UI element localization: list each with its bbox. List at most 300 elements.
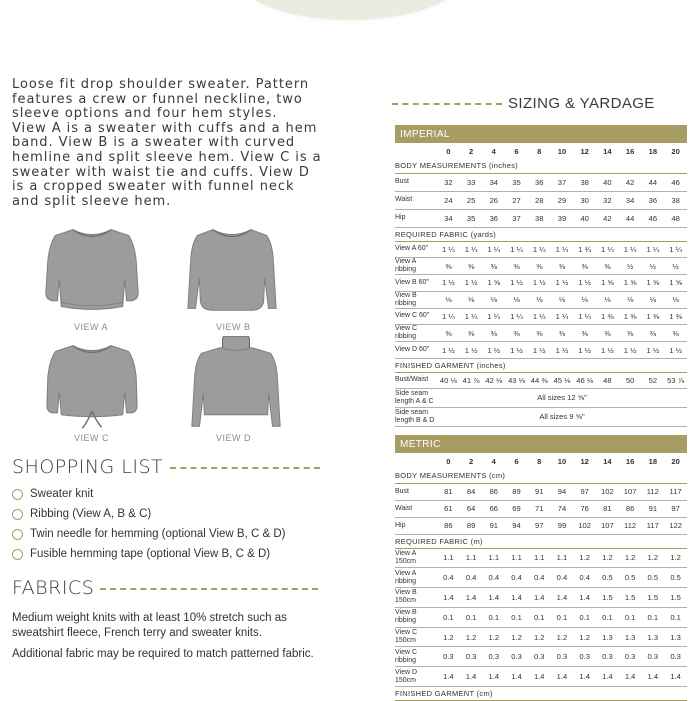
- table-cell: 1 ⅝: [619, 275, 642, 292]
- table-cell: 1 ⅜: [641, 308, 664, 325]
- table-cell: 38: [528, 209, 551, 227]
- table-cell: 1 ½: [551, 275, 574, 292]
- table-cell: 24: [437, 191, 460, 209]
- metric-table: [395, 435, 687, 701]
- table-cell: 0.3: [482, 647, 505, 667]
- table-cell: 1 ½: [528, 275, 551, 292]
- row-label: View C 150cm: [395, 627, 437, 647]
- table-cell: 36: [641, 191, 664, 209]
- table-cell: ⅜: [528, 258, 551, 275]
- table-cell: 45 ⅛: [551, 372, 574, 388]
- table-cell: 38: [664, 191, 687, 209]
- table-cell: ⅛: [482, 291, 505, 308]
- table-cell: 1 ⅜: [619, 308, 642, 325]
- table-cell: 0.4: [482, 568, 505, 588]
- table-cell: ½: [641, 258, 664, 275]
- table-cell: 1.4: [460, 588, 483, 608]
- shopping-list: [12, 484, 285, 564]
- table-cell: ⅜: [596, 258, 619, 275]
- table-row: [395, 647, 687, 667]
- table-cell: 102: [596, 483, 619, 500]
- table-cell: 0.4: [528, 568, 551, 588]
- table-cell: 34: [437, 209, 460, 227]
- table-cell: ⅜: [641, 325, 664, 342]
- table-cell: 0.3: [528, 647, 551, 667]
- table-cell: 39: [551, 209, 574, 227]
- table-cell: 1.4: [528, 667, 551, 687]
- table-cell: 1.2: [482, 627, 505, 647]
- table-cell: 1 ½: [437, 342, 460, 359]
- table-cell: 1.3: [641, 627, 664, 647]
- size-cell: 16: [625, 456, 635, 466]
- row-label: View D 60": [395, 342, 437, 359]
- row-label: Hip: [395, 209, 437, 227]
- table-cell: 1 ¼: [551, 241, 574, 258]
- table-cell: 84: [460, 483, 483, 500]
- table-cell: 86: [437, 517, 460, 534]
- row-label: View A ribbing: [395, 568, 437, 588]
- table-cell: 1 ½: [505, 275, 528, 292]
- fabrics-divider: [100, 588, 318, 590]
- row-label: View C 60": [395, 308, 437, 325]
- table-cell: 1.1: [528, 548, 551, 568]
- table-cell: 66: [482, 500, 505, 517]
- table-cell: 94: [551, 483, 574, 500]
- table-cell: 1.2: [573, 548, 596, 568]
- table-row: [395, 209, 687, 227]
- table-cell: 1.5: [664, 588, 687, 608]
- table-cell: 52: [641, 372, 664, 388]
- table-cell: 0.1: [505, 607, 528, 627]
- row-label: Bust: [395, 173, 437, 191]
- table-cell: ⅜: [551, 325, 574, 342]
- table-row: [395, 191, 687, 209]
- table-cell: ⅜: [551, 258, 574, 275]
- table-cell: 0.3: [573, 647, 596, 667]
- table-cell: 0.1: [460, 607, 483, 627]
- table-cell: 0.3: [619, 647, 642, 667]
- table-cell: 36: [528, 173, 551, 191]
- table-cell: 37: [505, 209, 528, 227]
- table-cell: 97: [573, 483, 596, 500]
- table-cell: 1.3: [596, 627, 619, 647]
- metric-header: METRIC: [395, 435, 687, 453]
- fabrics-description: Medium weight knits with at least 10% stretch such as sweatshirt fleece, French terry and sweater knits.: [12, 612, 287, 639]
- table-cell: ⅛: [528, 291, 551, 308]
- size-row: 0 2 4 6 8 10 12 14 16 18 20: [446, 146, 680, 156]
- table-cell: 1 ¼: [573, 308, 596, 325]
- table-cell: 1.2: [641, 548, 664, 568]
- table-cell: ⅛: [460, 291, 483, 308]
- view-b-label: VIEW B: [216, 322, 251, 332]
- imperial-table: [395, 125, 687, 427]
- table-cell: 1.4: [664, 667, 687, 687]
- table-row: [395, 372, 687, 388]
- table-cell: 1.4: [482, 588, 505, 608]
- view-c-label: VIEW C: [74, 433, 110, 443]
- table-cell: 1 ¼: [482, 308, 505, 325]
- table-cell: 34: [482, 173, 505, 191]
- table-cell: 0.4: [573, 568, 596, 588]
- size-cell: 8: [537, 456, 542, 466]
- table-cell: 41 ⅞: [460, 372, 483, 388]
- table-cell: All sizes 9 ⅝": [437, 407, 687, 426]
- table-cell: ⅜: [528, 325, 551, 342]
- table-cell: 1 ¼: [460, 308, 483, 325]
- view-a-label: VIEW A: [74, 322, 109, 332]
- table-cell: 42: [619, 173, 642, 191]
- table-cell: 42: [596, 209, 619, 227]
- table-cell: 35: [460, 209, 483, 227]
- table-cell: 44 ⅜: [528, 372, 551, 388]
- table-row: [395, 173, 687, 191]
- table-cell: 1 ¼: [664, 241, 687, 258]
- view-d-sketch: [188, 336, 284, 432]
- table-row: [395, 500, 687, 517]
- table-cell: 1 ½: [505, 342, 528, 359]
- table-cell: 53 ⅞: [664, 372, 687, 388]
- table-row: [395, 342, 687, 359]
- table-cell: 0.5: [664, 568, 687, 588]
- table-cell: 1.4: [551, 667, 574, 687]
- size-cell: 4: [491, 456, 496, 466]
- table-cell: 42 ⅛: [482, 372, 505, 388]
- table-cell: 97: [664, 500, 687, 517]
- table-cell: ½: [664, 258, 687, 275]
- table-cell: 46: [664, 173, 687, 191]
- table-cell: 1.4: [573, 588, 596, 608]
- table-cell: 1.4: [619, 667, 642, 687]
- table-section-title: REQUIRED FABRIC (yards): [395, 227, 687, 241]
- row-label: View B ribbing: [395, 291, 437, 308]
- table-cell: 48: [664, 209, 687, 227]
- row-label: Bust/Waist: [395, 372, 437, 388]
- row-label: View A ribbing: [395, 258, 437, 275]
- table-cell: 64: [460, 500, 483, 517]
- size-cell: 2: [468, 456, 474, 466]
- table-cell: ⅜: [619, 325, 642, 342]
- table-cell: ⅜: [505, 325, 528, 342]
- fabrics-note: Additional fabric may be required to match patterned fabric.: [12, 648, 314, 660]
- table-row: [395, 627, 687, 647]
- table-cell: 1 ⅝: [664, 275, 687, 292]
- table-cell: 0.1: [437, 607, 460, 627]
- circle-bullet-icon: [12, 509, 23, 520]
- table-cell: 28: [528, 191, 551, 209]
- circle-bullet-icon: [12, 489, 23, 500]
- table-cell: 1 ½: [460, 275, 483, 292]
- table-row: [395, 325, 687, 342]
- circle-bullet-icon: [12, 549, 23, 560]
- row-label: View D 150cm: [395, 667, 437, 687]
- size-cell: 0: [446, 456, 451, 466]
- row-label: View C ribbing: [395, 647, 437, 667]
- row-label: Side seam length A & C: [395, 388, 437, 407]
- table-cell: 0.3: [460, 647, 483, 667]
- table-cell: 94: [505, 517, 528, 534]
- table-cell: 26: [482, 191, 505, 209]
- table-cell: ½: [619, 258, 642, 275]
- table-cell: ⅜: [437, 258, 460, 275]
- table-cell: ⅛: [573, 291, 596, 308]
- size-cell: 10: [557, 456, 567, 466]
- table-cell: 1.2: [551, 627, 574, 647]
- table-row: [395, 275, 687, 292]
- table-cell: 1.2: [505, 627, 528, 647]
- size-cell: 12: [580, 456, 589, 466]
- description-views: View A is a sweater with cuffs and a hem band. View B is a sweater with curved hemline and split sleeve hem. View C is a sweater with waist tie and cuffs. View D is a cropped sweater with funnel neck and split sleeve hem.: [12, 120, 322, 209]
- table-cell: 1.5: [619, 588, 642, 608]
- table-cell: 1 ¼: [505, 308, 528, 325]
- table-cell: 1.3: [664, 627, 687, 647]
- table-cell: 1.4: [437, 667, 460, 687]
- table-cell: 0.1: [664, 607, 687, 627]
- table-cell: 1.4: [596, 667, 619, 687]
- table-cell: 40 ⅛: [437, 372, 460, 388]
- circle-bullet-icon: [12, 529, 23, 540]
- table-cell: 76: [573, 500, 596, 517]
- size-cell: 6: [514, 456, 519, 466]
- table-cell: 122: [664, 517, 687, 534]
- table-cell: 1.4: [482, 667, 505, 687]
- table-cell: 1.3: [619, 627, 642, 647]
- table-section-title: FINISHED GARMENT (inches): [395, 358, 687, 372]
- table-cell: 1 ¼: [437, 241, 460, 258]
- table-cell: 112: [619, 517, 642, 534]
- table-cell: 0.4: [460, 568, 483, 588]
- table-cell: 0.3: [437, 647, 460, 667]
- table-cell: 27: [505, 191, 528, 209]
- list-item: Twin needle for hemming (optional View B, C & D): [12, 524, 285, 544]
- table-cell: 89: [505, 483, 528, 500]
- table-cell: 1 ½: [460, 342, 483, 359]
- pattern-description: [12, 78, 324, 209]
- table-cell: 91: [528, 483, 551, 500]
- table-cell: 50: [619, 372, 642, 388]
- table-cell: 1 ¼: [596, 241, 619, 258]
- table-cell: 1.4: [437, 588, 460, 608]
- row-label: Waist: [395, 500, 437, 517]
- row-label: View C ribbing: [395, 325, 437, 342]
- table-row: [395, 568, 687, 588]
- table-cell: ⅜: [460, 325, 483, 342]
- table-cell: 1.2: [619, 548, 642, 568]
- table-cell: ⅜: [460, 258, 483, 275]
- table-cell: 1 ½: [528, 342, 551, 359]
- table-row: [395, 607, 687, 627]
- table-cell: All sizes 12 ⅝": [437, 388, 687, 407]
- table-cell: ⅜: [664, 325, 687, 342]
- table-cell: 1.2: [437, 627, 460, 647]
- table-cell: 1 ½: [573, 275, 596, 292]
- table-cell: 117: [641, 517, 664, 534]
- table-cell: 1.4: [505, 667, 528, 687]
- view-a-sketch: [44, 222, 140, 318]
- table-cell: 29: [551, 191, 574, 209]
- row-label: Hip: [395, 517, 437, 534]
- table-cell: 33: [460, 173, 483, 191]
- table-cell: 43 ⅛: [505, 372, 528, 388]
- table-cell: ⅛: [641, 291, 664, 308]
- row-label: View B ribbing: [395, 607, 437, 627]
- table-cell: 1.1: [460, 548, 483, 568]
- table-cell: ⅜: [437, 325, 460, 342]
- table-row: [395, 483, 687, 500]
- table-cell: 48: [596, 372, 619, 388]
- table-cell: 99: [551, 517, 574, 534]
- table-cell: 0.3: [505, 647, 528, 667]
- row-label: Waist: [395, 191, 437, 209]
- table-cell: ⅛: [619, 291, 642, 308]
- table-cell: 1.4: [528, 588, 551, 608]
- table-cell: 25: [460, 191, 483, 209]
- list-item: Ribbing (View A, B & C): [12, 504, 285, 524]
- table-cell: ⅛: [664, 291, 687, 308]
- table-cell: ⅜: [482, 258, 505, 275]
- table-cell: 0.1: [551, 607, 574, 627]
- table-cell: 117: [664, 483, 687, 500]
- table-cell: 1.5: [641, 588, 664, 608]
- table-cell: 1.2: [664, 548, 687, 568]
- size-cell: 14: [603, 456, 612, 466]
- table-cell: 40: [596, 173, 619, 191]
- table-cell: 1 ¾: [573, 241, 596, 258]
- table-cell: ⅛: [505, 291, 528, 308]
- table-cell: ⅜: [596, 325, 619, 342]
- table-cell: 1.4: [460, 667, 483, 687]
- view-d-label: VIEW D: [216, 433, 252, 443]
- table-cell: 0.1: [528, 607, 551, 627]
- table-cell: 74: [551, 500, 574, 517]
- table-cell: 81: [596, 500, 619, 517]
- table-cell: 1.1: [551, 548, 574, 568]
- shopping-divider: [170, 467, 320, 469]
- table-cell: 1 ⅝: [482, 275, 505, 292]
- table-cell: 1 ¼: [528, 308, 551, 325]
- table-cell: 1.2: [528, 627, 551, 647]
- table-row: [395, 291, 687, 308]
- table-cell: 0.5: [619, 568, 642, 588]
- table-cell: 32: [437, 173, 460, 191]
- sizing-title: SIZING & YARDAGE: [508, 95, 655, 112]
- view-b-sketch: [184, 222, 280, 318]
- table-cell: 1 ¼: [437, 308, 460, 325]
- table-cell: ⅛: [596, 291, 619, 308]
- table-cell: 1 ½: [619, 342, 642, 359]
- table-cell: 46: [641, 209, 664, 227]
- size-row: [395, 453, 687, 469]
- table-cell: 107: [596, 517, 619, 534]
- table-cell: 44: [641, 173, 664, 191]
- table-row: [395, 308, 687, 325]
- table-cell: 86: [482, 483, 505, 500]
- row-label: Side seam length B & D: [395, 407, 437, 426]
- table-cell: 0.3: [641, 647, 664, 667]
- table-cell: 38: [573, 173, 596, 191]
- table-cell: ⅛: [551, 291, 574, 308]
- table-cell: ⅜: [573, 325, 596, 342]
- table-cell: 1 ⅝: [641, 275, 664, 292]
- table-cell: 44: [619, 209, 642, 227]
- size-cell: 20: [671, 456, 680, 466]
- table-cell: 36: [482, 209, 505, 227]
- table-cell: 1.4: [641, 667, 664, 687]
- table-cell: 86: [619, 500, 642, 517]
- table-cell: 1 ¼: [460, 241, 483, 258]
- table-row: [395, 388, 687, 407]
- table-cell: 1.2: [596, 548, 619, 568]
- table-cell: 1 ½: [551, 342, 574, 359]
- table-cell: 0.5: [641, 568, 664, 588]
- row-label: View B 150cm: [395, 588, 437, 608]
- fabrics-title: FABRICS: [12, 577, 95, 599]
- table-cell: 1.5: [596, 588, 619, 608]
- size-cell: 18: [648, 456, 658, 466]
- table-cell: 30: [573, 191, 596, 209]
- table-cell: 1 ¼: [505, 241, 528, 258]
- table-cell: ⅜: [573, 258, 596, 275]
- table-cell: 1 ½: [482, 342, 505, 359]
- table-cell: 91: [482, 517, 505, 534]
- table-cell: 1.1: [437, 548, 460, 568]
- table-cell: 1 ½: [641, 342, 664, 359]
- table-cell: 1 ⅜: [596, 308, 619, 325]
- imperial-header: IMPERIAL: [395, 125, 687, 143]
- table-section-title: REQUIRED FABRIC (m): [395, 534, 687, 548]
- table-cell: 0.5: [596, 568, 619, 588]
- table-cell: 1 ¼: [482, 241, 505, 258]
- table-cell: 89: [460, 517, 483, 534]
- table-cell: 1 ½: [573, 342, 596, 359]
- table-cell: 1.2: [573, 627, 596, 647]
- table-cell: ⅜: [505, 258, 528, 275]
- table-cell: 0.1: [596, 607, 619, 627]
- shopping-list-title: SHOPPING LIST: [12, 456, 164, 478]
- description-intro: Loose fit drop shoulder sweater. Pattern features a crew or funnel neckline, two sleeve options and four hem styles.: [12, 77, 310, 122]
- row-label: View A 150cm: [395, 548, 437, 568]
- table-cell: 91: [641, 500, 664, 517]
- row-label: View A 60": [395, 241, 437, 258]
- table-cell: 0.3: [664, 647, 687, 667]
- table-cell: 1.4: [551, 588, 574, 608]
- table-row: [395, 241, 687, 258]
- sizing-divider: [392, 103, 502, 105]
- list-item: Fusible hemming tape (optional View B, C & D): [12, 544, 285, 564]
- row-label: View B 60": [395, 275, 437, 292]
- table-row: [395, 407, 687, 426]
- table-cell: 1 ¼: [551, 308, 574, 325]
- table-cell: 0.1: [573, 607, 596, 627]
- table-cell: 71: [528, 500, 551, 517]
- table-row: [395, 517, 687, 534]
- table-cell: 0.1: [482, 607, 505, 627]
- table-cell: 1.1: [482, 548, 505, 568]
- table-cell: 1 ¼: [528, 241, 551, 258]
- table-cell: 0.3: [551, 647, 574, 667]
- view-c-sketch: [44, 338, 140, 434]
- table-cell: 1 ½: [437, 275, 460, 292]
- table-cell: 0.4: [551, 568, 574, 588]
- table-cell: ⅛: [437, 291, 460, 308]
- table-cell: 1.4: [505, 588, 528, 608]
- table-cell: 46 ⅛: [573, 372, 596, 388]
- table-cell: 37: [551, 173, 574, 191]
- table-cell: 0.3: [596, 647, 619, 667]
- table-cell: 1 ½: [664, 342, 687, 359]
- table-cell: 35: [505, 173, 528, 191]
- table-cell: 102: [573, 517, 596, 534]
- table-cell: 1.1: [505, 548, 528, 568]
